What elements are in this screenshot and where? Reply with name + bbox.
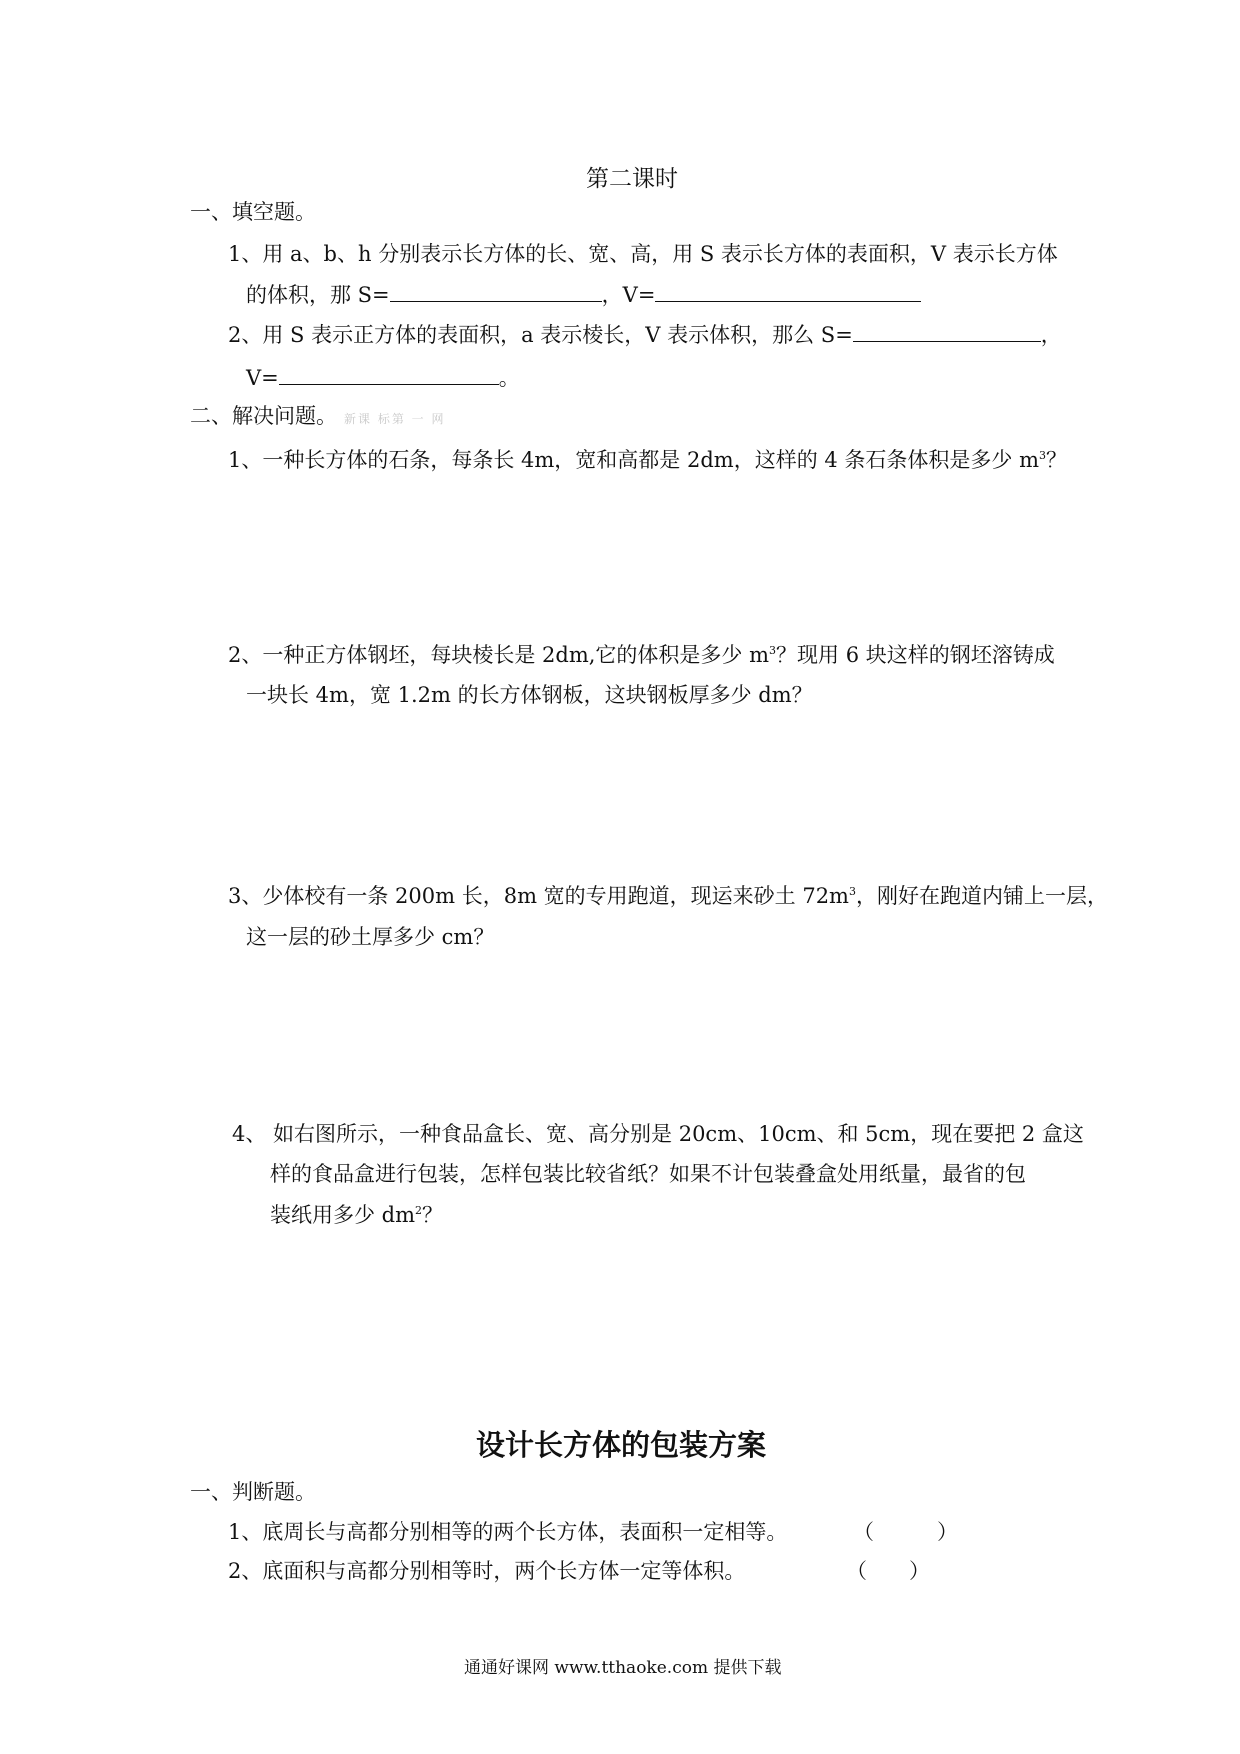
solve-q4-text-b: ？	[422, 1203, 444, 1227]
solve-q3-text-b: ，刚好在跑道内铺上一层，	[855, 884, 1108, 908]
fill-blank-v[interactable]	[655, 281, 921, 302]
fill-q1-line2	[246, 281, 921, 309]
fill-q2-v-prefix: V=	[246, 366, 279, 390]
solve-q2-line1	[228, 641, 1055, 669]
fill-blank-s[interactable]	[390, 281, 602, 302]
watermark: 新课 标第 一 网	[344, 412, 446, 426]
solve-q4-text-a: 装纸用多少 dm	[270, 1203, 416, 1227]
solve-q3-text-a: 3、少体校有一条 200m 长，8m 宽的专用跑道，现运来砂土 72m	[228, 884, 849, 908]
fill-q2-prefix: 2、用 S 表示正方体的表面积，a 表示棱长，V 表示体积，那么 S=	[228, 323, 853, 347]
solve-q2-text-b: ？现用 6 块这样的钢坯溶铸成	[776, 643, 1055, 667]
judge-q2: 2、底面积与高都分别相等时，两个长方体一定等体积。	[228, 1559, 746, 1583]
solve-q4-line3	[270, 1201, 443, 1229]
solve-q2-sup: 3	[769, 644, 777, 657]
judge-q1: 1、底周长与高都分别相等的两个长方体，表面积一定相等。	[228, 1520, 788, 1544]
fill-q1-mid: ，V=	[601, 283, 656, 307]
solve-q1-text: 1、一种长方体的石条，每条长 4m，宽和高都是 2dm，这样的 4 条石条体积是多少 m	[228, 448, 1039, 472]
section1-heading: 一、填空题。	[190, 200, 316, 224]
fill-q2-period: 。	[498, 366, 520, 390]
fill-blank-cube-v[interactable]	[279, 364, 499, 385]
solve-q1-sup: 3	[1039, 449, 1046, 462]
fill-q1-prefix: 的体积，那 S=	[246, 283, 390, 307]
solve-q1-end: ？	[1046, 448, 1067, 472]
design-title: 设计长方体的包装方案	[476, 1428, 767, 1462]
fill-q1-line1: 1、用 a、b、h 分别表示长方体的长、宽、高，用 S 表示长方体的表面积，V 表示长方体	[228, 242, 1058, 266]
judge-heading: 一、判断题。	[190, 1480, 316, 1504]
solve-q4-line1: 4、 如右图所示，一种食品盒长、宽、高分别是 20cm、10cm、和 5cm，现在要把 2 盒这	[232, 1122, 1084, 1146]
fill-q2-line2	[246, 364, 520, 392]
solve-q3-line2: 这一层的砂土厚多少 cm？	[246, 925, 495, 949]
solve-q3-sup: 3	[848, 885, 856, 898]
solve-q1	[228, 446, 1067, 474]
judge-q1-answer-paren[interactable]: （ ）	[853, 1520, 958, 1544]
footer: 通通好课网 www.tthaoke.com 提供下载	[464, 1658, 782, 1678]
fill-q2-line1	[228, 321, 1062, 349]
solve-q4-line2: 样的食品盒进行包装，怎样包装比较省纸？如果不计包装叠盒处用纸量，最省的包	[270, 1162, 1026, 1186]
fill-blank-cube-s[interactable]	[853, 321, 1041, 342]
solve-q3-line1	[228, 882, 1108, 910]
section2-heading: 二、解决问题。	[190, 404, 337, 428]
fill-q2-comma: ，	[1040, 323, 1062, 347]
lesson-title: 第二课时	[586, 166, 678, 192]
solve-q2-text-a: 2、一种正方体钢坯，每块棱长是 2dm,它的体积是多少 m	[228, 643, 770, 667]
solve-q2-line2: 一块长 4m，宽 1.2m 的长方体钢板，这块钢板厚多少 dm？	[246, 683, 813, 707]
solve-q4-sup: 2	[415, 1204, 423, 1217]
judge-q2-answer-paren[interactable]: （ ）	[846, 1559, 930, 1583]
